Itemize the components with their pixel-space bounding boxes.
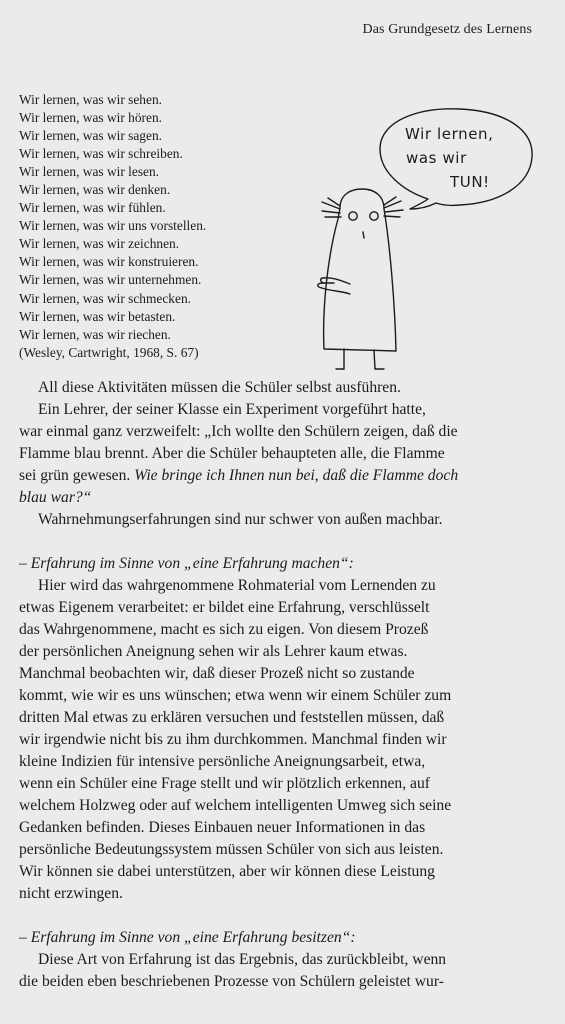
pointing-arm	[318, 278, 350, 294]
speech-line-1: Wir lernen,	[405, 125, 494, 143]
paragraph-line: Manchmal beobachten wir, daß dieser Prozeß nicht so zustande	[19, 665, 415, 682]
poem-line: Wir lernen, was wir sagen.	[19, 128, 162, 144]
poem-line: Wir lernen, was wir riechen.	[19, 326, 171, 342]
paragraph: Wahrnehmungserfahrungen sind nur schwer von außen machbar.	[38, 511, 443, 528]
paragraph-line: kleine Indizien für intensive persönliche Aneignungsarbeit, etwa,	[19, 753, 426, 770]
speech-line-3: TUN!	[450, 173, 490, 191]
character-outline	[324, 189, 396, 351]
poem-line: Wir lernen, was wir sehen.	[19, 92, 162, 107]
left-eye	[349, 212, 357, 220]
poem-line: Wir lernen, was wir fühlen.	[19, 200, 166, 216]
cartoon-svg	[300, 95, 540, 370]
spacer	[19, 531, 543, 553]
paragraph-line: Wir können sie dabei unterstützen, aber wir können diese Leistung	[19, 863, 435, 880]
poem-line: Wir lernen, was wir konstruieren.	[19, 254, 199, 270]
paragraph-line: Diese Art von Erfahrung ist das Ergebnis, das zurückbleibt, wenn	[38, 951, 447, 968]
paragraph-line: Flamme blau brennt. Aber die Schüler behaupteten alle, die Flamme	[19, 445, 445, 462]
poem-line: Wir lernen, was wir uns vorstellen.	[19, 218, 207, 234]
poem-citation: (Wesley, Cartwright, 1968, S. 67)	[19, 344, 199, 360]
paragraph-line: wir irgendwie nicht bis zu ihm durchkommen. Manchmal finden wir	[19, 731, 447, 748]
paragraph-line: das Wahrgenommene, macht es sich zu eigen. Von diesem Prozeß	[19, 621, 429, 638]
running-header: Das Grundgesetz des Lernens	[362, 22, 532, 37]
plain-text: sei grün gewesen.	[19, 467, 135, 484]
right-eye	[370, 212, 378, 220]
paragraph-line: Gedanken befinden. Dieses Einbauen neuer Informationen in das	[19, 819, 426, 836]
italic-quote: Wie bringe ich Ihnen nun bei, daß die Flamme doch	[134, 467, 459, 484]
paragraph-line: persönliche Bedeutungssystem müssen Schüler von sich aus leisten.	[19, 841, 444, 858]
paragraph-line: nicht erzwingen.	[19, 885, 123, 902]
paragraph-line: war einmal ganz verzweifelt: „Ich wollte den Schülern zeigen, daß die	[19, 423, 458, 440]
paragraph-line	[19, 487, 543, 509]
poem-line: Wir lernen, was wir denken.	[19, 182, 171, 198]
paragraph-line: Ein Lehrer, der seiner Klasse ein Experiment vorgeführt hatte,	[38, 401, 426, 418]
spacer	[19, 905, 543, 927]
paragraph-line: wenn ein Schüler eine Frage stellt und wir plötzlich erkennen, auf	[19, 775, 430, 792]
speech-line-2: was wir	[406, 149, 467, 167]
paragraph-line: kommt, wie wir es uns wünschen; etwa wenn wir einem Schüler zum	[19, 687, 452, 704]
paragraph-line: Hier wird das wahrgenommene Rohmaterial vom Lernenden zu	[38, 577, 436, 594]
paragraph-line: dritten Mal etwas zu erklären versuchen und feststellen müssen, daß	[19, 709, 445, 726]
paragraph-line: welchem Holzweg oder auf welchem intelligenten Umweg sich seine	[19, 797, 452, 814]
section-heading: – Erfahrung im Sinne von „eine Erfahrung besitzen“:	[19, 929, 356, 946]
italic-quote-end: blau war?“	[19, 489, 92, 506]
paragraph-line: etwas Eigenem verarbeitet: er bildet eine Erfahrung, verschlüsselt	[19, 599, 430, 616]
main-text	[19, 377, 543, 993]
poem-line: Wir lernen, was wir unternehmen.	[19, 272, 202, 288]
section-heading: – Erfahrung im Sinne von „eine Erfahrung machen“:	[19, 555, 354, 572]
paragraph: All diese Aktivitäten müssen die Schüler selbst ausführen.	[38, 379, 401, 396]
poem-line: Wir lernen, was wir betasten.	[19, 308, 176, 324]
poem-line: Wir lernen, was wir zeichnen.	[19, 236, 180, 252]
poem	[19, 91, 206, 362]
cartoon-illustration	[300, 95, 540, 370]
poem-line: Wir lernen, was wir lesen.	[19, 164, 160, 180]
poem-line: Wir lernen, was wir schmecken.	[19, 290, 191, 306]
paragraph-line: der persönlichen Aneignung sehen wir als Lehrer kaum etwas.	[19, 643, 408, 660]
paragraph-line: die beiden eben beschriebenen Prozesse von Schülern geleistet wur-	[19, 973, 444, 990]
poem-line: Wir lernen, was wir schreiben.	[19, 146, 183, 162]
paragraph-line	[19, 465, 543, 487]
poem-line: Wir lernen, was wir hören.	[19, 110, 162, 126]
